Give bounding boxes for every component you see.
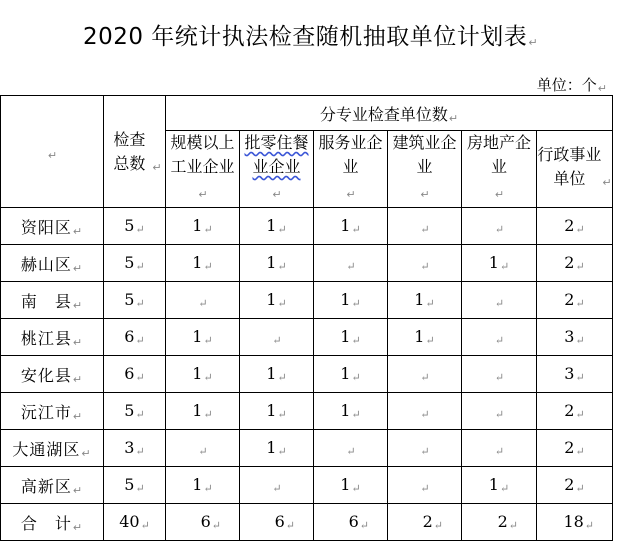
value-cell: 1↵ xyxy=(240,393,314,430)
value-cell: 1↵ xyxy=(314,208,388,245)
table-row xyxy=(1,245,613,282)
total-cell: 3↵ xyxy=(104,430,166,467)
header-total-cell: 检查总数 ↵ xyxy=(104,96,166,208)
header-category-cell: 批零住餐业企业↵ xyxy=(240,131,314,208)
region-cell: 桃江县↵ xyxy=(1,319,104,356)
value-cell: 3↵ xyxy=(537,319,613,356)
region-cell: 合 计↵ xyxy=(1,504,104,541)
value-cell: ↵ xyxy=(388,245,462,282)
paragraph-mark-icon: ↵ xyxy=(448,111,459,125)
value-cell: 6↵ xyxy=(314,504,388,541)
table-row xyxy=(1,430,613,467)
value-cell: 1↵ xyxy=(314,393,388,430)
value-cell: 1↵ xyxy=(462,245,537,282)
region-cell: 高新区↵ xyxy=(1,467,104,504)
total-cell: 5↵ xyxy=(104,393,166,430)
value-cell: 1↵ xyxy=(166,319,240,356)
value-cell: 1↵ xyxy=(166,467,240,504)
value-cell: 2↵ xyxy=(462,504,537,541)
value-cell: 2↵ xyxy=(537,208,613,245)
value-cell: 6↵ xyxy=(166,504,240,541)
value-cell: ↵ xyxy=(314,245,388,282)
value-cell: 1↵ xyxy=(166,208,240,245)
table-row xyxy=(1,319,613,356)
value-cell: ↵ xyxy=(462,393,537,430)
value-cell: ↵ xyxy=(166,430,240,467)
value-cell: 1↵ xyxy=(240,245,314,282)
value-cell: 1↵ xyxy=(314,356,388,393)
total-cell: 5↵ xyxy=(104,467,166,504)
region-cell: 赫山区↵ xyxy=(1,245,104,282)
value-cell: 2↵ xyxy=(537,467,613,504)
table-row xyxy=(1,504,613,541)
unit-label: 单位：个↵ xyxy=(536,76,607,95)
value-cell: ↵ xyxy=(388,393,462,430)
table-row xyxy=(1,467,613,504)
header-category-cell: 服务业企业↵ xyxy=(314,131,388,208)
value-cell: 2↵ xyxy=(388,504,462,541)
header-category-cell: 房地产企业↵ xyxy=(462,131,537,208)
value-cell: ↵ xyxy=(388,208,462,245)
value-cell: 2↵ xyxy=(537,245,613,282)
total-cell: 5↵ xyxy=(104,245,166,282)
value-cell: 1↵ xyxy=(388,319,462,356)
table-row xyxy=(1,356,613,393)
page-title: 2020 年统计执法检查随机抽取单位计划表↵ xyxy=(82,24,539,50)
value-cell: ↵ xyxy=(462,319,537,356)
value-cell: 1↵ xyxy=(240,356,314,393)
value-cell: 1↵ xyxy=(166,245,240,282)
value-cell: ↵ xyxy=(388,467,462,504)
value-cell: ↵ xyxy=(240,319,314,356)
header-category-cell: 建筑业企业↵ xyxy=(388,131,462,208)
total-cell: 5↵ xyxy=(104,208,166,245)
header-group-cell: 分专业检查单位数↵ xyxy=(166,96,613,131)
region-cell: 资阳区↵ xyxy=(1,208,104,245)
value-cell: ↵ xyxy=(388,430,462,467)
total-cell: 5↵ xyxy=(104,282,166,319)
region-cell: 大通湖区↵ xyxy=(1,430,104,467)
region-cell: 安化县↵ xyxy=(1,356,104,393)
paragraph-mark-icon: ↵ xyxy=(47,148,58,162)
value-cell: 1↵ xyxy=(166,393,240,430)
value-cell: ↵ xyxy=(462,208,537,245)
value-cell: 18↵ xyxy=(537,504,613,541)
region-cell: 南 县↵ xyxy=(1,282,104,319)
paragraph-mark-icon: ↵ xyxy=(152,160,162,174)
value-cell: ↵ xyxy=(388,356,462,393)
value-cell: ↵ xyxy=(240,467,314,504)
value-cell: 1↵ xyxy=(388,282,462,319)
header-category-cell: 行政事业单位 ↵ xyxy=(537,131,613,208)
value-cell: ↵ xyxy=(166,282,240,319)
region-cell: 沅江市↵ xyxy=(1,393,104,430)
value-cell: ↵ xyxy=(462,282,537,319)
value-cell: ↵ xyxy=(462,430,537,467)
table-row xyxy=(1,208,613,245)
value-cell: 2↵ xyxy=(537,393,613,430)
paragraph-mark-icon: ↵ xyxy=(597,82,607,95)
value-cell: 2↵ xyxy=(537,282,613,319)
header-region-cell xyxy=(1,96,104,208)
table-row xyxy=(1,282,613,319)
value-cell: ↵ xyxy=(314,430,388,467)
value-cell: 1↵ xyxy=(240,208,314,245)
total-cell: 6↵ xyxy=(104,356,166,393)
header-category-cell: 规模以上工业企业↵ xyxy=(166,131,240,208)
value-cell: 2↵ xyxy=(537,430,613,467)
value-cell: 1↵ xyxy=(314,467,388,504)
value-cell: 1↵ xyxy=(314,282,388,319)
value-cell: 6↵ xyxy=(240,504,314,541)
plan-table xyxy=(0,95,613,541)
value-cell: 1↵ xyxy=(240,282,314,319)
value-cell: ↵ xyxy=(462,356,537,393)
value-cell: 1↵ xyxy=(240,430,314,467)
value-cell: 1↵ xyxy=(166,356,240,393)
total-cell: 40↵ xyxy=(104,504,166,541)
value-cell: 1↵ xyxy=(462,467,537,504)
value-cell: 1↵ xyxy=(314,319,388,356)
table-row xyxy=(1,393,613,430)
value-cell: 3↵ xyxy=(537,356,613,393)
paragraph-mark-icon: ↵ xyxy=(528,36,539,49)
total-cell: 6↵ xyxy=(104,319,166,356)
